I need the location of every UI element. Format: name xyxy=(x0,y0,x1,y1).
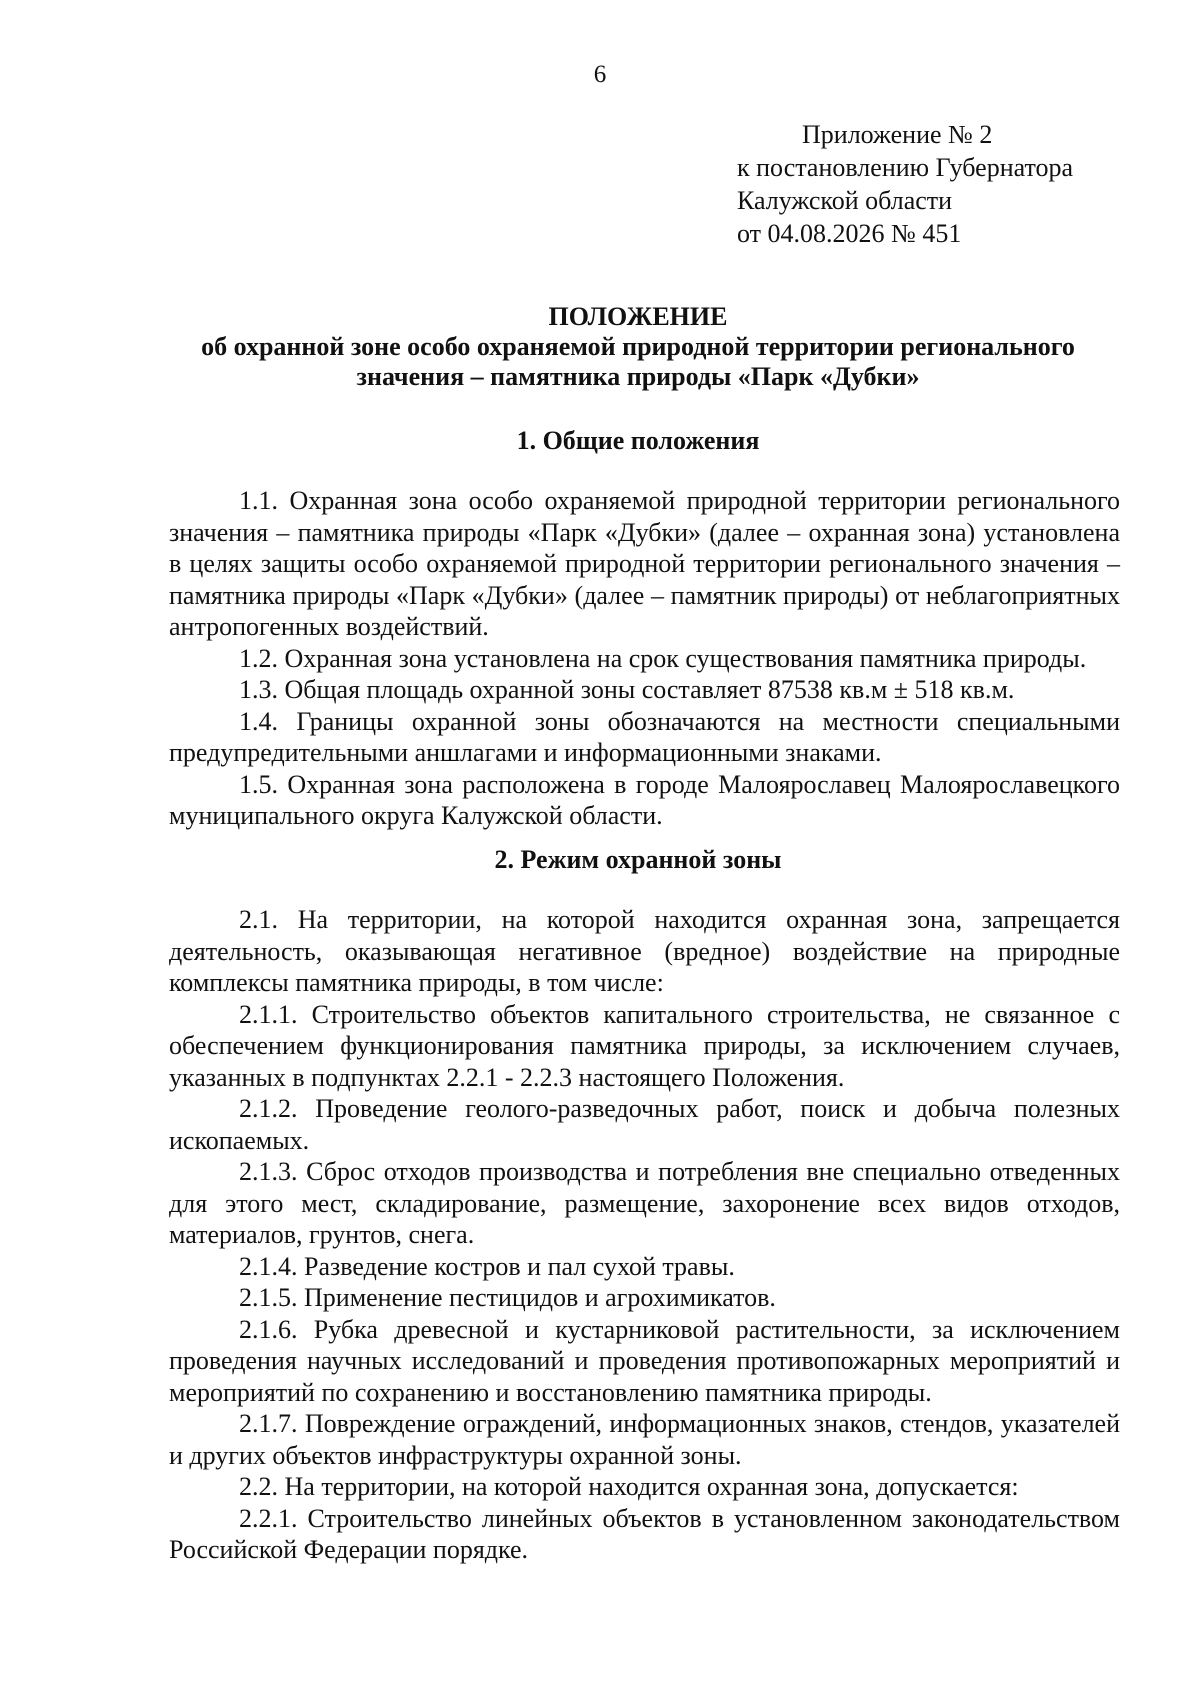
paragraph: 1.3. Общая площадь охранной зоны составляет 87538 кв.м ± 518 кв.м. xyxy=(239,675,1015,704)
appendix-line: Калужской области xyxy=(737,186,953,215)
paragraph: 1.4. Границы охранной зоны обозначаются на местности специальными предупредительными аншлагами и информационными знаками. xyxy=(169,706,1120,767)
section-heading: 1. Общие положения xyxy=(516,426,760,455)
appendix-block xyxy=(737,118,1157,250)
appendix-line: к постановлению Губернатора xyxy=(737,153,1074,182)
section-body xyxy=(169,904,1120,1566)
appendix-line: от 04.08.2026 № 451 xyxy=(737,219,962,248)
paragraph: 2.2. На территории, на которой находится охранная зона, допускается: xyxy=(239,1472,1019,1501)
paragraph: 2.1.5. Применение пестицидов и агрохимикатов. xyxy=(239,1283,776,1312)
paragraph: 2.1.1. Строительство объектов капитального строительства, не связанное с обеспечением функционирования памятника природы, за исключением случаев, указанных в подпунктах 2.2.1 - 2.2.3 настоящего Положения. xyxy=(169,999,1120,1092)
title-subtitle-line: значения – памятника природы «Парк «Дубки» xyxy=(356,362,920,391)
paragraph: 2.1.2. Проведение геолого-разведочных работ, поиск и добыча полезных ископаемых. xyxy=(169,1094,1120,1155)
paragraph: 1.5. Охранная зона расположена в городе Малоярославец Малоярославецкого муниципального округа Калужской области. xyxy=(169,769,1120,830)
section-heading: 2. Режим охранной зоны xyxy=(494,845,782,874)
paragraph: 2.2.1. Строительство линейных объектов в установленном законодательством Российской Федерации порядке. xyxy=(169,1503,1120,1564)
appendix-line: Приложение № 2 xyxy=(802,120,993,149)
page-number: 6 xyxy=(593,61,607,88)
paragraph: 2.1.6. Рубка древесной и кустарниковой растительности, за исключением проведения научных исследований и проведения противопожарных мероприятий и мероприятий по сохранению и восстановлению памятника природы. xyxy=(169,1314,1120,1407)
paragraph: 2.1.7. Повреждение ограждений, информационных знаков, стендов, указателей и других объектов инфраструктуры охранной зоны. xyxy=(169,1409,1120,1470)
paragraph: 2.1. На территории, на которой находится охранная зона, запрещается деятельность, оказывающая негативное (вредное) воздействие на природные комплексы памятника природы, в том числе: xyxy=(169,905,1120,997)
paragraph: 1.1. Охранная зона особо охраняемой природной территории регионального значения – памятника природы «Парк «Дубки» (далее – охранная зона) установлена в целях защиты особо охраняемой природной территории регионального значения – памятника природы «Парк «Дубки» (далее – памятник природы) от неблагоприятных антропогенных воздействий. xyxy=(169,486,1120,641)
paragraph: 2.1.3. Сброс отходов производства и потребления вне специально отведенных для этого мест, складирование, размещение, захоронение всех видов отходов, материалов, грунтов, снега. xyxy=(169,1157,1120,1249)
paragraph: 1.2. Охранная зона установлена на срок существования памятника природы. xyxy=(239,643,1087,673)
section-body xyxy=(169,485,1120,832)
document-title xyxy=(150,302,1126,392)
paragraph: 2.1.4. Разведение костров и пал сухой травы. xyxy=(239,1251,735,1281)
title-heading: ПОЛОЖЕНИЕ xyxy=(548,302,728,331)
title-subtitle-line: об охранной зоне особо охраняемой природной территории регионального xyxy=(201,332,1075,361)
